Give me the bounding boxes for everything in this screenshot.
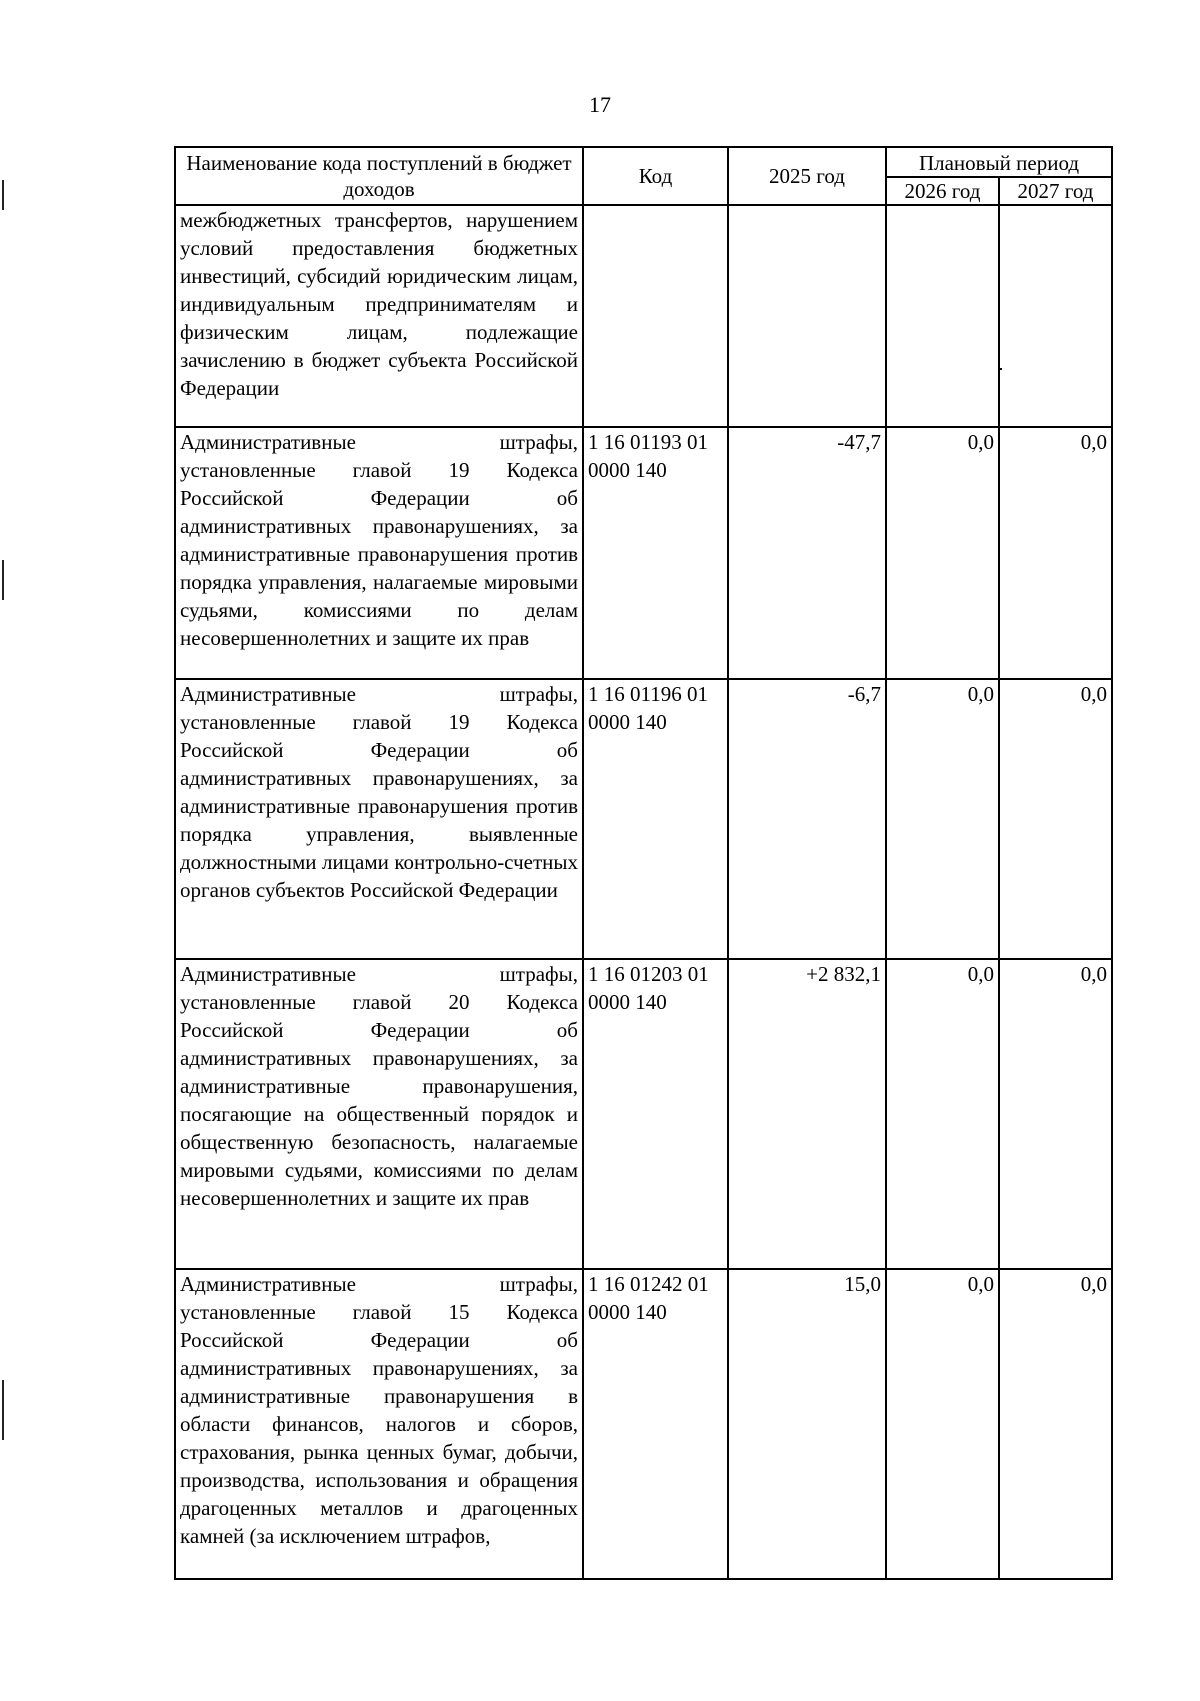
row-value-2027: 0,0 [999,959,1112,1269]
header-code: Код [583,147,728,205]
revenue-table [174,146,1113,1580]
row-code: 1 16 01193 01 0000 140 [583,427,728,679]
row-value-2026 [886,205,999,427]
row-name: Административные штрафы, установленные главой 20 Кодекса Российской Федерации об административных правонарушениях, за административные правонарушения, посягающие на общественный порядок и общественную безопасность, налагаемые мировыми судьями, комиссиями по делам несовершеннолетних и защите их прав [175,959,583,1269]
row-value-2026: 0,0 [886,959,999,1269]
row-value-2025 [728,205,886,427]
scan-edge-mark [2,1380,4,1440]
table-row [175,679,1112,959]
row-value-2026: 0,0 [886,1269,999,1579]
scan-dot [1000,368,1002,370]
table-row [175,427,1112,679]
row-value-2025: -47,7 [728,427,886,679]
page-number: 17 [589,92,611,117]
header-name: Наименование кода поступлений в бюджет доходов [175,147,583,205]
row-code [583,205,728,427]
row-name: межбюджетных трансфертов, нарушением условий предоставления бюджетных инвестиций, субсидий юридическим лицам, индивидуальным предпринимателям и физическим лицам, подлежащие зачислению в бюджет субъекта Российской Федерации [175,205,583,427]
header-2026: 2026 год [886,177,999,205]
row-value-2025: +2 832,1 [728,959,886,1269]
row-value-2025: -6,7 [728,679,886,959]
header-plan-period: Плановый период [886,147,1112,177]
row-code: 1 16 01203 01 0000 140 [583,959,728,1269]
scan-edge-mark [2,180,4,210]
row-value-2026: 0,0 [886,679,999,959]
row-name: Административные штрафы, установленные главой 19 Кодекса Российской Федерации об административных правонарушениях, за административные правонарушения против порядка управления, налагаемые мировыми судьями, комиссиями по делам несовершеннолетних и защите их прав [175,427,583,679]
row-value-2027: 0,0 [999,427,1112,679]
row-value-2027 [999,205,1112,427]
table-row [175,1269,1112,1579]
row-name: Административные штрафы, установленные главой 15 Кодекса Российской Федерации об административных правонарушениях, за административные правонарушения в области финансов, налогов и сборов, страхования, рынка ценных бумаг, добычи, производства, использования и обращения драгоценных металлов и драгоценных камней (за исключением штрафов, [175,1269,583,1579]
row-code: 1 16 01242 01 0000 140 [583,1269,728,1579]
header-2025: 2025 год [728,147,886,205]
header-2027: 2027 год [999,177,1112,205]
row-name: Административные штрафы, установленные главой 19 Кодекса Российской Федерации об административных правонарушениях, за административные правонарушения против порядка управления, выявленные должностными лицами контрольно-счетных органов субъектов Российской Федерации [175,679,583,959]
row-value-2027: 0,0 [999,679,1112,959]
table-row [175,205,1112,427]
row-value-2025: 15,0 [728,1269,886,1579]
table-row [175,959,1112,1269]
row-value-2026: 0,0 [886,427,999,679]
row-code: 1 16 01196 01 0000 140 [583,679,728,959]
scan-edge-mark [2,560,4,600]
row-value-2027: 0,0 [999,1269,1112,1579]
